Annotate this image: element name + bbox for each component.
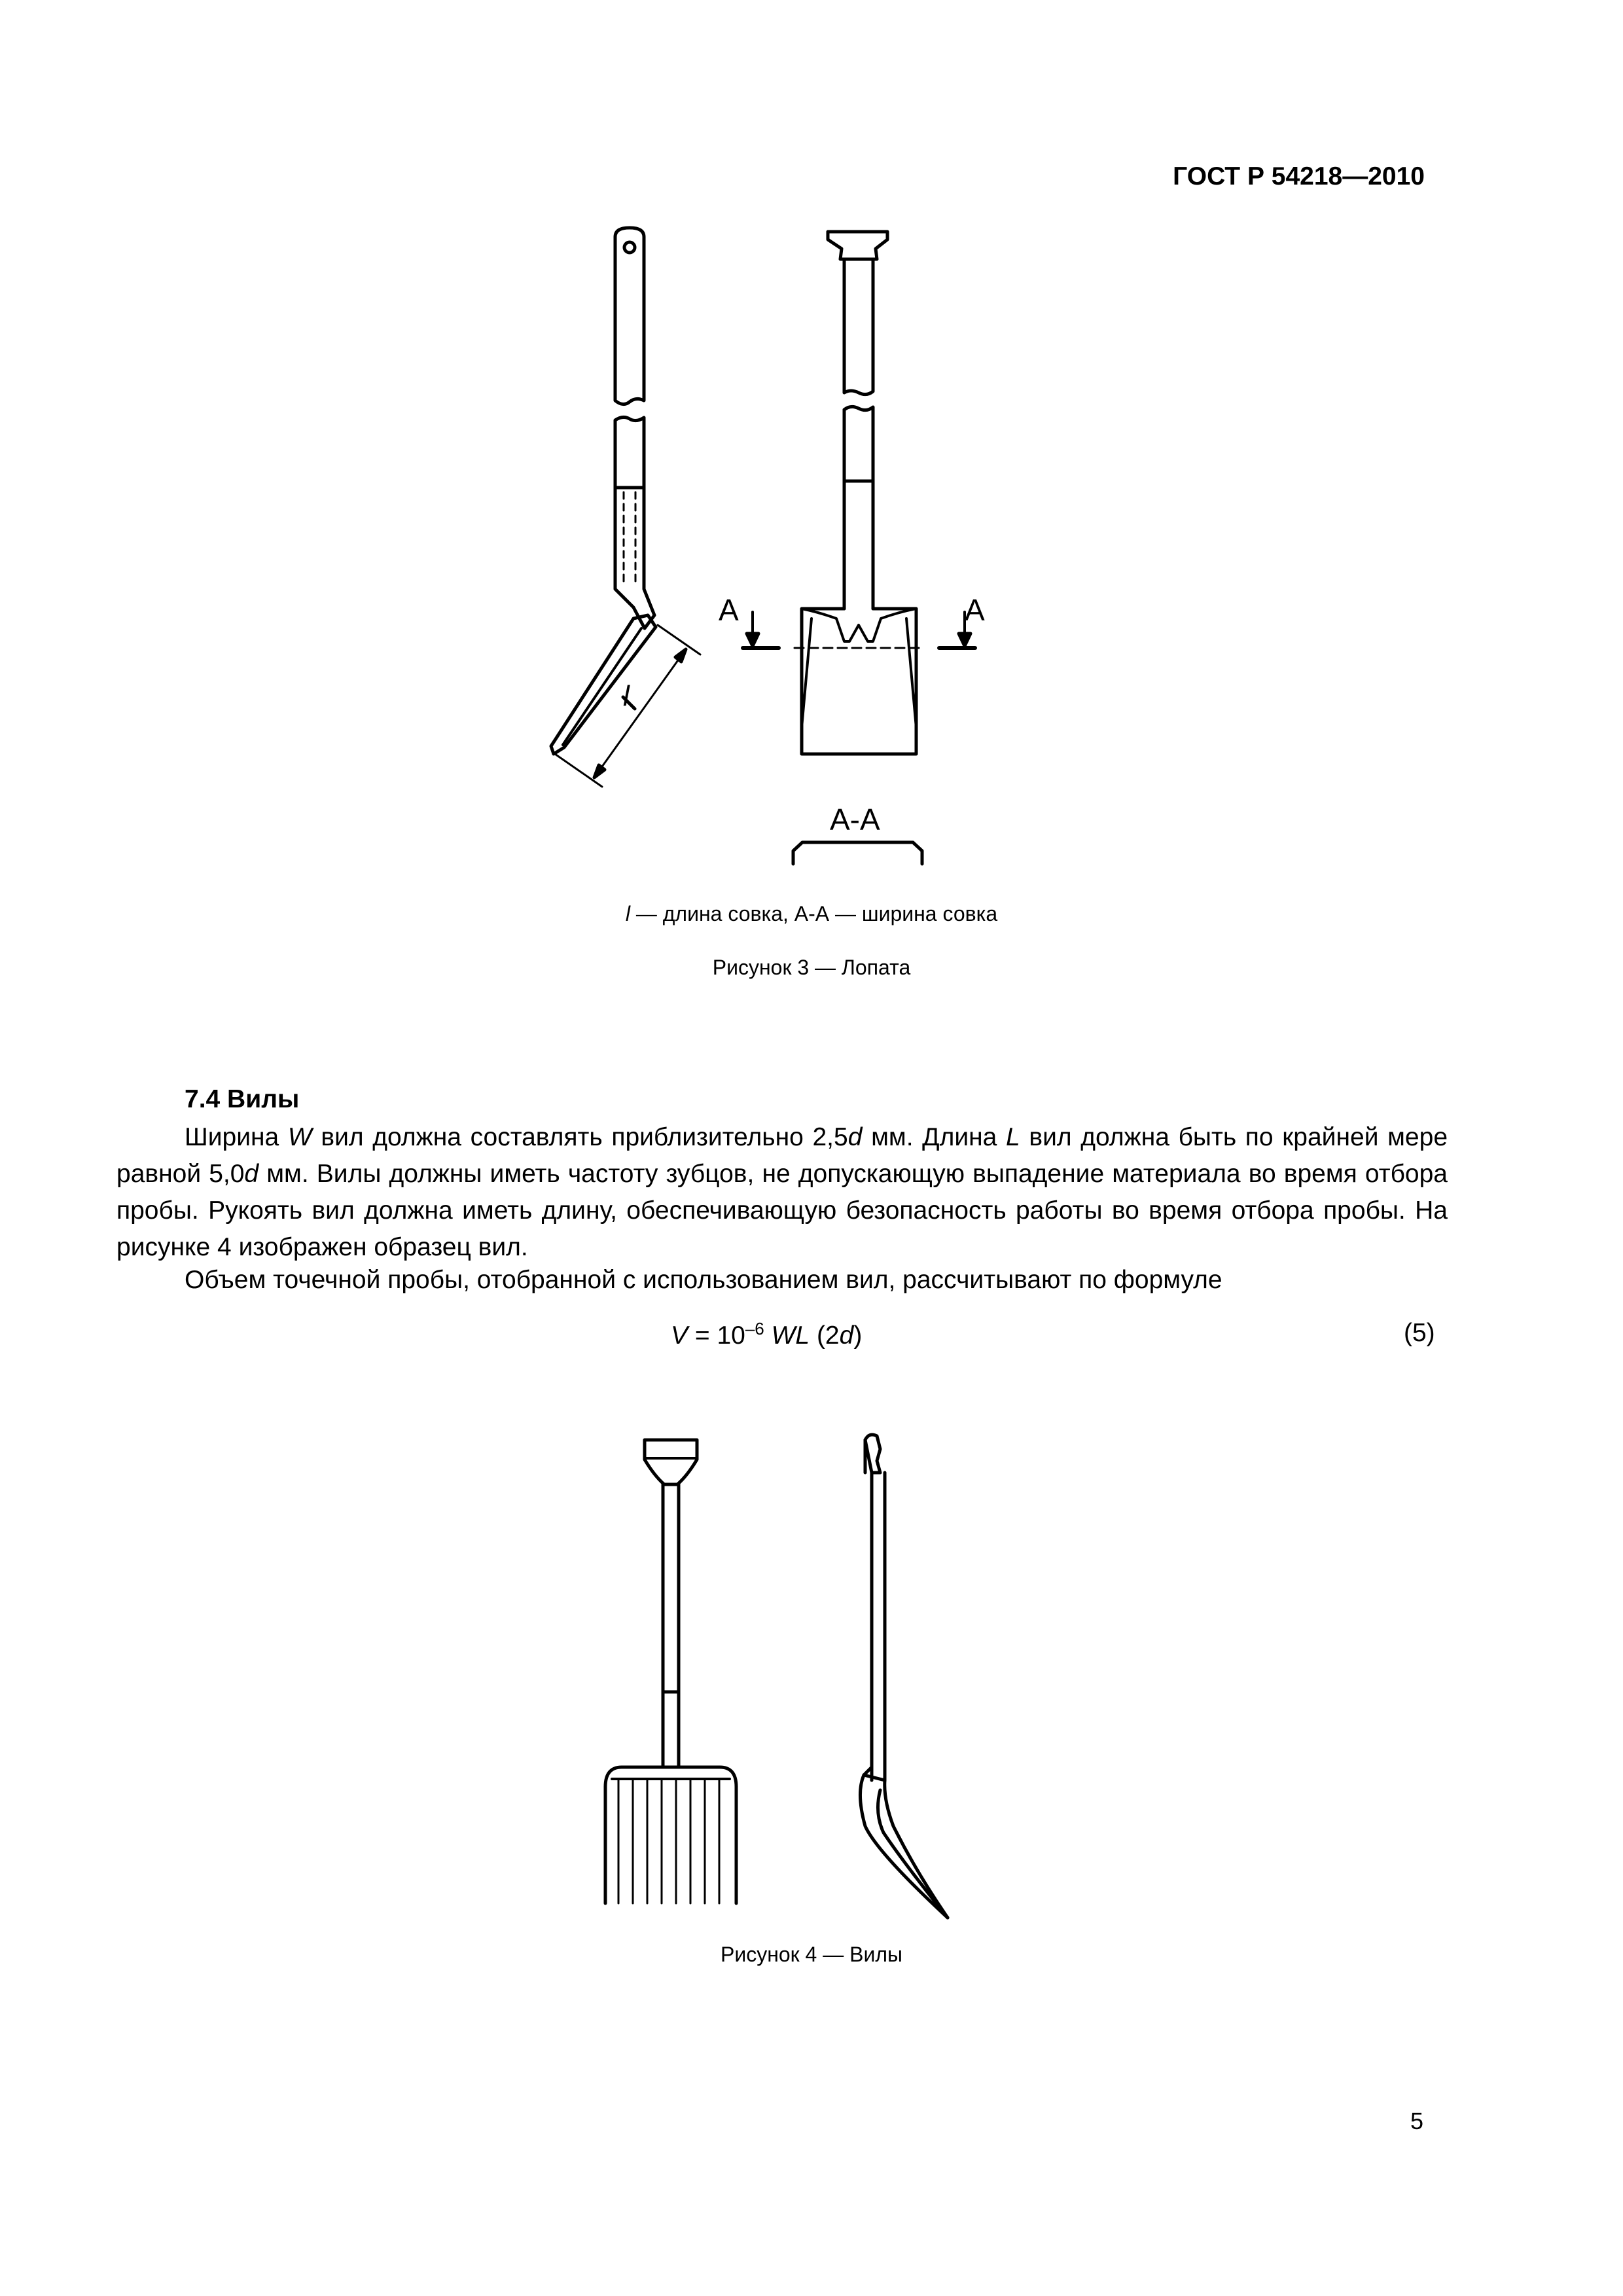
figure-3-caption: Рисунок 3 — Лопата bbox=[712, 956, 911, 979]
figure-3-legend: l — длина совка, А-А — ширина совка bbox=[625, 902, 998, 925]
section-label-left: A bbox=[719, 593, 739, 627]
paragraph-1: Ширина W вил должна составлять приблизительно 2,5d мм. Длина L вил должна быть по крайней мере равной 5,0d мм. Вилы должны иметь частоту зубцов, не допускающую выпадение материала во время отбора пробы. Рукоять вил должна иметь длину, обеспечивающую безопасность работы во время отбора пробы. На рисунке 4 изображен образец вил. bbox=[116, 1123, 1448, 1261]
figure-4-caption: Рисунок 4 — Вилы bbox=[720, 1943, 903, 1966]
section-title: A-A bbox=[830, 802, 880, 836]
equation-number: (5) bbox=[1404, 1319, 1435, 1347]
section-label-right: A bbox=[965, 593, 985, 627]
paragraph-2: Объем точечной пробы, отобранной с использованием вил, рассчитывают по формуле bbox=[185, 1266, 1222, 1294]
page-number: 5 bbox=[1410, 2108, 1424, 2134]
length-label: l bbox=[623, 680, 630, 712]
document-header: ГОСТ Р 54218—2010 bbox=[1173, 162, 1425, 190]
fork-side-view bbox=[860, 1435, 948, 1918]
fork-front-view bbox=[605, 1440, 736, 1903]
formula: $V = 10^{-6}$ WL (2d) bbox=[671, 1319, 863, 1350]
section-heading: 7.4 Вилы bbox=[185, 1085, 300, 1113]
